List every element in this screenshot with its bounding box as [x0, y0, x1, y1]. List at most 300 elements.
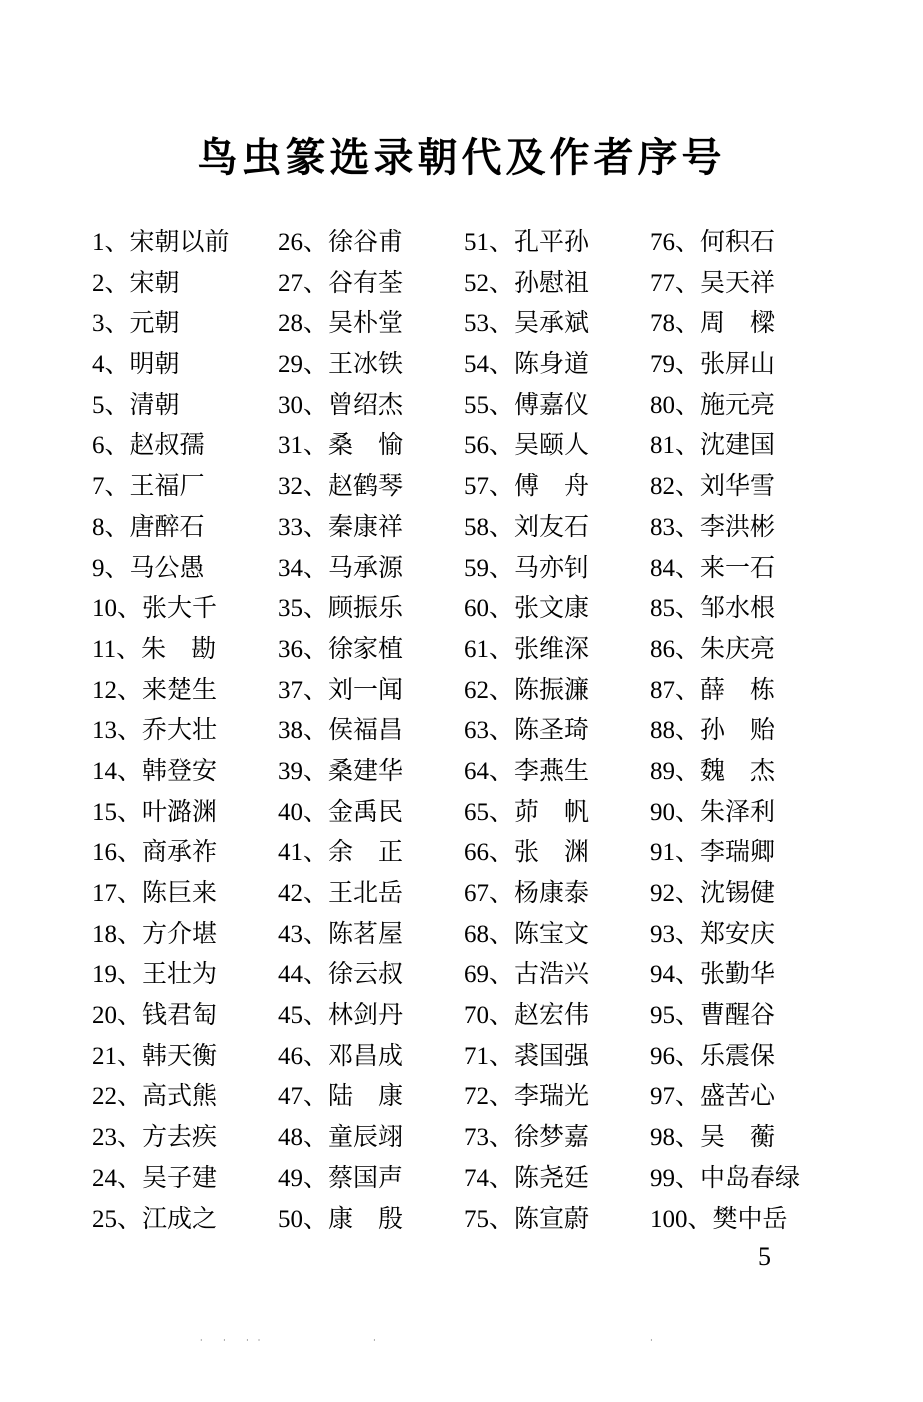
list-item [278, 995, 403, 1036]
list-item [650, 385, 800, 426]
entry-separator: 、 [104, 227, 130, 256]
author-name: 茆 帆 [514, 796, 590, 826]
entry-number: 96 [650, 1042, 675, 1070]
entry-separator: 、 [116, 633, 142, 663]
author-name: 杨康泰 [514, 878, 590, 907]
entry-number: 76 [650, 229, 675, 256]
list-item [464, 548, 589, 589]
entry-separator: 、 [303, 1162, 329, 1192]
author-name: 周 樑 [700, 308, 776, 338]
entry-separator: 、 [303, 511, 329, 541]
entry-number: 4 [92, 351, 105, 379]
list-item [92, 914, 230, 955]
entry-separator: 、 [489, 674, 515, 704]
entry-number: 87 [650, 676, 675, 704]
author-name: 清朝 [129, 389, 180, 419]
author-name: 傅嘉仪 [514, 389, 590, 419]
entry-separator: 、 [117, 1162, 143, 1192]
author-name: 徐梦嘉 [514, 1122, 590, 1152]
entry-number: 56 [464, 432, 489, 460]
entry-separator: 、 [675, 471, 701, 501]
entry-separator: 、 [303, 593, 329, 623]
entry-separator: 、 [675, 552, 701, 582]
entry-separator: 、 [117, 715, 143, 745]
list-item [92, 303, 230, 344]
list-item [92, 1076, 230, 1117]
author-name: 孙慰祖 [514, 267, 590, 297]
entry-number: 11 [92, 635, 117, 663]
author-name: 宋朝 [129, 267, 180, 297]
list-item [650, 466, 800, 507]
entry-number: 16 [92, 839, 117, 867]
entry-number: 68 [464, 920, 489, 948]
entry-number: 78 [650, 310, 675, 338]
author-name: 商承祚 [142, 837, 218, 867]
entry-number: 36 [278, 635, 303, 663]
entry-separator: 、 [303, 308, 329, 338]
author-name: 韩天衡 [142, 1040, 218, 1070]
entry-number: 89 [650, 757, 675, 785]
list-item [92, 1036, 230, 1077]
entry-number: 6 [92, 432, 105, 460]
list-item [650, 751, 800, 792]
entry-separator: 、 [303, 389, 329, 419]
list-item [464, 466, 589, 507]
author-name: 吴朴堂 [328, 308, 404, 338]
entry-separator: 、 [489, 1081, 515, 1111]
author-name: 沈锡健 [700, 878, 776, 907]
entry-number: 81 [650, 432, 675, 460]
list-item [464, 954, 589, 995]
author-name: 顾振乐 [328, 593, 404, 623]
author-name: 李燕生 [514, 755, 590, 785]
author-name: 邹水根 [700, 593, 776, 623]
entry-number: 73 [464, 1124, 489, 1152]
author-name: 曹醒谷 [700, 1000, 776, 1030]
author-name: 叶潞渊 [142, 796, 218, 826]
author-name: 谷有荃 [328, 267, 404, 297]
list-item [278, 1076, 403, 1117]
list-item [650, 792, 800, 833]
entry-separator: 、 [675, 959, 701, 989]
entry-number: 84 [650, 554, 675, 582]
entry-number: 72 [464, 1083, 489, 1111]
entry-separator: 、 [489, 471, 515, 501]
author-name: 张勤华 [700, 959, 776, 989]
entry-separator: 、 [117, 755, 143, 785]
entry-number: 39 [278, 757, 303, 785]
list-item [464, 344, 589, 385]
list-item [650, 710, 800, 751]
entry-separator: 、 [675, 430, 701, 460]
entry-number: 49 [278, 1164, 303, 1192]
entry-number: 37 [278, 676, 303, 704]
entry-number: 52 [464, 269, 489, 297]
list-item [278, 710, 403, 751]
author-name: 方去疾 [142, 1122, 218, 1152]
entry-separator: 、 [489, 552, 515, 582]
entry-separator: 、 [489, 755, 515, 785]
index-column-3 [464, 222, 589, 1239]
list-item [92, 222, 230, 263]
entry-number: 35 [278, 595, 303, 623]
entry-number: 8 [92, 513, 105, 541]
list-item [650, 588, 800, 629]
list-item [464, 710, 589, 751]
author-name: 马公愚 [129, 552, 205, 582]
author-name: 元朝 [129, 308, 180, 338]
entry-number: 64 [464, 757, 489, 785]
entry-separator: 、 [489, 1203, 515, 1233]
author-name: 桑建华 [328, 755, 404, 785]
list-item [650, 873, 800, 914]
list-item [278, 507, 403, 548]
entry-separator: 、 [117, 1203, 143, 1233]
entry-number: 1 [92, 229, 105, 256]
list-item [92, 507, 230, 548]
list-item [92, 954, 230, 995]
author-name: 刘华雪 [700, 471, 776, 501]
list-item [92, 588, 230, 629]
author-name: 傅 舟 [514, 471, 590, 501]
entry-separator: 、 [117, 674, 143, 704]
list-item [650, 548, 800, 589]
entry-separator: 、 [303, 1122, 329, 1152]
author-name: 陈身道 [514, 349, 590, 379]
entry-number: 48 [278, 1124, 303, 1152]
author-name: 余 正 [328, 837, 404, 867]
entry-separator: 、 [303, 471, 329, 501]
entry-separator: 、 [303, 633, 329, 663]
entry-number: 22 [92, 1083, 117, 1111]
list-item [92, 263, 230, 304]
entry-number: 59 [464, 554, 489, 582]
list-item [464, 263, 589, 304]
author-name: 陈宝文 [514, 918, 590, 948]
entry-separator: 、 [489, 1040, 515, 1070]
entry-separator: 、 [489, 389, 515, 419]
author-name: 魏 杰 [700, 755, 776, 785]
author-name: 王北岳 [328, 878, 404, 907]
entry-separator: 、 [675, 349, 701, 379]
author-name: 金禹民 [328, 796, 404, 826]
entry-number: 5 [92, 391, 105, 419]
entry-number: 46 [278, 1042, 303, 1070]
entry-separator: 、 [489, 267, 515, 297]
author-name: 马亦钊 [514, 552, 590, 582]
author-name: 陈茗屋 [328, 918, 404, 948]
list-item [278, 832, 403, 873]
author-name: 陈振濂 [514, 674, 590, 704]
list-item [464, 1117, 589, 1158]
author-name: 刘友石 [514, 511, 590, 541]
entry-separator: 、 [489, 593, 515, 623]
entry-separator: 、 [117, 1040, 143, 1070]
entry-number: 27 [278, 269, 303, 297]
index-column-1 [92, 222, 230, 1239]
list-item [92, 832, 230, 873]
author-name: 康 殷 [328, 1203, 404, 1233]
list-item [278, 751, 403, 792]
entry-separator: 、 [675, 918, 701, 948]
author-name: 童辰翊 [328, 1122, 404, 1152]
entry-number: 20 [92, 1002, 117, 1030]
entry-number: 17 [92, 880, 117, 907]
entry-number: 24 [92, 1164, 117, 1192]
entry-separator: 、 [675, 715, 701, 745]
entry-separator: 、 [303, 1000, 329, 1030]
entry-number: 19 [92, 961, 117, 989]
list-item [464, 832, 589, 873]
index-column-2 [278, 222, 403, 1239]
entry-separator: 、 [117, 593, 143, 623]
entry-separator: 、 [117, 837, 143, 867]
entry-number: 15 [92, 798, 117, 826]
author-name: 马承源 [328, 552, 404, 582]
list-item [92, 629, 230, 670]
entry-number: 94 [650, 961, 675, 989]
entry-number: 60 [464, 595, 489, 623]
entry-separator: 、 [303, 837, 329, 867]
entry-separator: 、 [675, 878, 701, 907]
author-name: 张文康 [514, 593, 590, 623]
entry-number: 99 [650, 1164, 675, 1192]
list-item [464, 425, 589, 466]
entry-separator: 、 [117, 959, 143, 989]
list-item [92, 1158, 230, 1199]
author-name: 朱泽利 [700, 796, 776, 826]
entry-separator: 、 [675, 267, 701, 297]
list-item [464, 1036, 589, 1077]
author-name: 施元亮 [700, 389, 776, 419]
list-item [650, 1158, 800, 1199]
entry-number: 7 [92, 473, 105, 501]
entry-number: 53 [464, 310, 489, 338]
entry-number: 9 [92, 554, 105, 582]
author-name: 韩登安 [142, 755, 218, 785]
author-name: 徐谷甫 [328, 227, 404, 256]
list-item [464, 792, 589, 833]
author-index-list [92, 222, 832, 1242]
author-name: 孙 贻 [700, 715, 776, 745]
entry-separator: 、 [675, 1081, 701, 1111]
entry-number: 83 [650, 513, 675, 541]
list-item [278, 385, 403, 426]
list-item [464, 1199, 589, 1240]
entry-number: 54 [464, 351, 489, 379]
entry-number: 75 [464, 1205, 489, 1233]
author-name: 樊中岳 [712, 1203, 788, 1233]
entry-number: 47 [278, 1083, 303, 1111]
author-name: 乐震保 [700, 1040, 776, 1070]
author-name: 张 渊 [514, 837, 590, 867]
entry-separator: 、 [489, 1000, 515, 1030]
entry-separator: 、 [489, 837, 515, 867]
entry-number: 41 [278, 839, 303, 867]
list-item [278, 263, 403, 304]
list-item [650, 507, 800, 548]
entry-number: 51 [464, 229, 489, 256]
entry-number: 67 [464, 880, 489, 907]
list-item [464, 385, 589, 426]
entry-number: 18 [92, 920, 117, 948]
author-name: 来楚生 [142, 674, 218, 704]
entry-number: 62 [464, 676, 489, 704]
entry-separator: 、 [675, 308, 701, 338]
entry-separator: 、 [303, 227, 329, 256]
list-item [92, 1117, 230, 1158]
list-item [650, 629, 800, 670]
entry-number: 86 [650, 635, 675, 663]
entry-separator: 、 [489, 796, 515, 826]
entry-separator: 、 [303, 918, 329, 948]
entry-separator: 、 [303, 715, 329, 745]
list-item [464, 1158, 589, 1199]
list-item [92, 466, 230, 507]
entry-separator: 、 [489, 511, 515, 541]
entry-number: 42 [278, 880, 303, 907]
entry-separator: 、 [687, 1203, 713, 1233]
entry-number: 97 [650, 1083, 675, 1111]
author-name: 张维深 [514, 633, 590, 663]
entry-separator: 、 [303, 674, 329, 704]
entry-separator: 、 [303, 796, 329, 826]
entry-number: 3 [92, 310, 105, 338]
entry-number: 79 [650, 351, 675, 379]
entry-separator: 、 [104, 552, 130, 582]
list-item [92, 873, 230, 914]
author-name: 钱君匋 [142, 1000, 218, 1030]
entry-separator: 、 [675, 227, 701, 256]
list-item [464, 588, 589, 629]
entry-separator: 、 [303, 430, 329, 460]
author-name: 秦康祥 [328, 511, 404, 541]
entry-separator: 、 [675, 1000, 701, 1030]
list-item [92, 710, 230, 751]
entry-separator: 、 [489, 633, 515, 663]
entry-separator: 、 [104, 430, 130, 460]
list-item [650, 222, 800, 263]
list-item [464, 629, 589, 670]
entry-number: 69 [464, 961, 489, 989]
entry-number: 45 [278, 1002, 303, 1030]
entry-number: 90 [650, 798, 675, 826]
author-name: 赵叔孺 [129, 430, 205, 460]
list-item [650, 832, 800, 873]
author-name: 高式熊 [142, 1081, 218, 1111]
author-name: 宋朝以前 [129, 227, 230, 256]
entry-separator: 、 [675, 389, 701, 419]
list-item [650, 1076, 800, 1117]
entry-number: 58 [464, 513, 489, 541]
entry-separator: 、 [675, 1122, 701, 1152]
page-title: 鸟虫篆选录朝代及作者序号 [197, 135, 726, 181]
entry-number: 43 [278, 920, 303, 948]
scan-specks: · · ·· · · [200, 1336, 662, 1345]
entry-separator: 、 [489, 918, 515, 948]
entry-separator: 、 [303, 878, 329, 907]
entry-number: 30 [278, 391, 303, 419]
entry-number: 50 [278, 1205, 303, 1233]
entry-separator: 、 [104, 267, 130, 297]
entry-number: 65 [464, 798, 489, 826]
author-name: 曾绍杰 [328, 389, 404, 419]
entry-number: 57 [464, 473, 489, 501]
entry-separator: 、 [489, 430, 515, 460]
list-item [650, 1036, 800, 1077]
list-item [278, 588, 403, 629]
entry-number: 21 [92, 1042, 117, 1070]
entry-number: 88 [650, 717, 675, 745]
entry-separator: 、 [489, 227, 515, 256]
list-item [278, 1199, 403, 1240]
list-item [92, 670, 230, 711]
entry-separator: 、 [675, 837, 701, 867]
author-name: 朱 勘 [141, 633, 217, 663]
entry-separator: 、 [303, 1203, 329, 1233]
entry-separator: 、 [489, 349, 515, 379]
author-name: 孔平孙 [514, 227, 590, 256]
list-item [650, 263, 800, 304]
list-item [92, 1199, 230, 1240]
list-item [278, 344, 403, 385]
author-name: 李瑞卿 [700, 837, 776, 867]
author-name: 盛苦心 [700, 1081, 776, 1111]
entry-separator: 、 [117, 1122, 143, 1152]
author-name: 吴天祥 [700, 267, 776, 297]
list-item [92, 792, 230, 833]
list-item [92, 385, 230, 426]
list-item [650, 344, 800, 385]
author-name: 江成之 [142, 1203, 218, 1233]
author-name: 刘一闻 [328, 674, 404, 704]
list-item [278, 670, 403, 711]
author-name: 郑安庆 [700, 918, 776, 948]
list-item [650, 425, 800, 466]
author-name: 张屏山 [700, 349, 776, 379]
entry-number: 33 [278, 513, 303, 541]
author-name: 李洪彬 [700, 511, 776, 541]
entry-number: 70 [464, 1002, 489, 1030]
entry-separator: 、 [303, 349, 329, 379]
entry-number: 100 [650, 1205, 688, 1233]
list-item [278, 425, 403, 466]
author-name: 沈建国 [700, 430, 776, 460]
entry-separator: 、 [303, 552, 329, 582]
entry-number: 74 [464, 1164, 489, 1192]
author-name: 明朝 [129, 349, 180, 379]
list-item [464, 222, 589, 263]
entry-number: 44 [278, 961, 303, 989]
entry-number: 29 [278, 351, 303, 379]
entry-number: 55 [464, 391, 489, 419]
list-item [92, 751, 230, 792]
author-name: 方介堪 [142, 918, 218, 948]
list-item [464, 507, 589, 548]
entry-separator: 、 [675, 593, 701, 623]
author-name: 吴承斌 [514, 308, 590, 338]
entry-separator: 、 [675, 1162, 701, 1192]
entry-separator: 、 [117, 1000, 143, 1030]
entry-number: 66 [464, 839, 489, 867]
list-item [278, 792, 403, 833]
entry-separator: 、 [117, 918, 143, 948]
list-item [650, 914, 800, 955]
entry-number: 77 [650, 269, 675, 297]
author-name: 邓昌成 [328, 1040, 404, 1070]
author-name: 李瑞光 [514, 1081, 590, 1111]
entry-number: 31 [278, 432, 303, 460]
